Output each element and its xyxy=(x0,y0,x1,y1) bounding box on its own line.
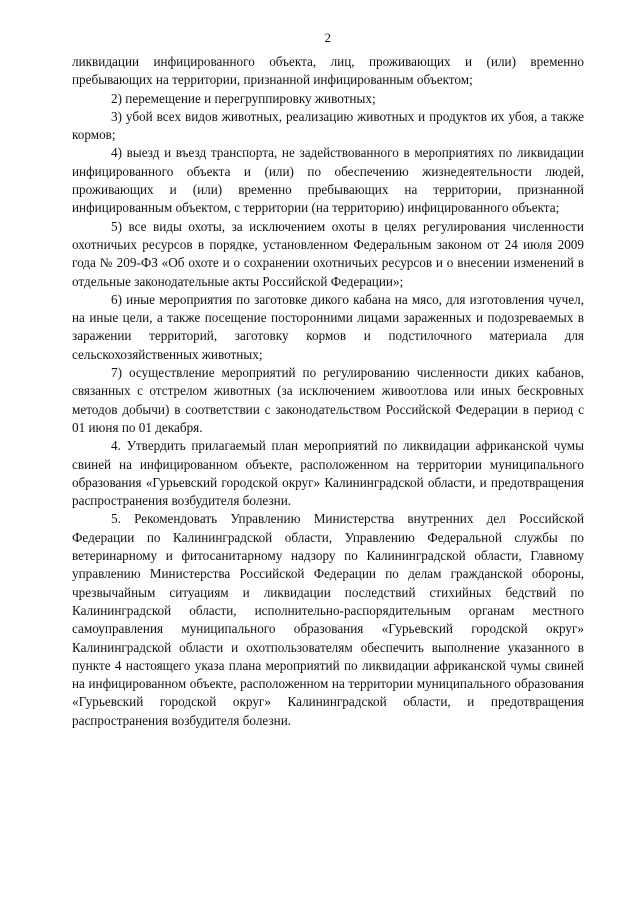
paragraph-item-3: 3) убой всех видов животных, реализацию животных и продуктов их убоя, а также кормов; xyxy=(72,108,584,143)
paragraph-item-7: 7) осуществление мероприятий по регулированию численности диких кабанов, связанных с отстрелом животных (за исключением живоотлова или иных бескровных методов добычи) в соответствии с законодательством Российской Федерации в период с 01 июня по 01 декабря. xyxy=(72,365,584,435)
paragraph-item-6: 6) иные мероприятия по заготовке дикого кабана на мясо, для изготовления чучел, на иные цели, а также посещение посторонними лицами зараженных и подозреваемых в заражении территорий, заготовку кормов и подстилочного материала для сельскохозяйственных животных; xyxy=(72,291,584,362)
paragraph-item-2: 2) перемещение и перегруппировку животных; xyxy=(111,90,376,106)
page-number: 2 xyxy=(324,30,332,45)
document-page xyxy=(72,30,584,730)
paragraph-continuation: ликвидации инфицированного объекта, лиц, проживающих и (или) временно пребывающих на территории, признанной инфицированным объектом; xyxy=(72,54,584,88)
paragraph-item-5: 5) все виды охоты, за исключением охоты в целях регулирования численности охотничьих ресурсов в порядке, установленном Федеральным законом от 24 июля 2009 года № 209-ФЗ «Об охоте и о сохранении охотничьих ресурсов и о внесении изменений в отдельные законодательные акты Российской Федерации»; xyxy=(72,218,584,289)
paragraph-clause-5: 5. Рекомендовать Управлению Министерства внутренних дел Российской Федерации по Калининградской области, Управлению Федеральной службы по ветеринарному и фитосанитарному надзору по Калининградской области, Главному управлению Министерства Российской Федерации по делам гражданской обороны, чрезвычайным ситуациям и ликвидации последствий стихийных бедствий по Калининградской области, исполнительно-распорядительным органам местного самоуправления муниципального образования «Гурьевский городской округ» Калининградской области и охотпользователям обеспечить выполнение указанного в пункте 4 настоящего указа плана мероприятий по ликвидации африканской чумы свиней на инфицированном объекте, расположенном на территории муниципального образования «Гурьевский городской округ» Калининградской области, и предотвращения распространения возбудителя болезни. xyxy=(72,511,584,728)
paragraph-clause-4: 4. Утвердить прилагаемый план мероприятий по ликвидации африканской чумы свиней на инфицированном объекте, расположенном на территории муниципального образования «Гурьевский городской округ» Калининградской области, и предотвращения распространения возбудителя болезни. xyxy=(72,438,584,509)
document-body xyxy=(72,53,584,730)
paragraph-item-4: 4) выезд и въезд транспорта, не задействованного в мероприятиях по ликвидации инфицированного объекта и (или) по обеспечению жизнедеятельности людей, проживающих и (или) временно пребывающих на территории, признанной инфицированным объектом, с территории (на территорию) инфицированного объекта; xyxy=(72,145,584,216)
